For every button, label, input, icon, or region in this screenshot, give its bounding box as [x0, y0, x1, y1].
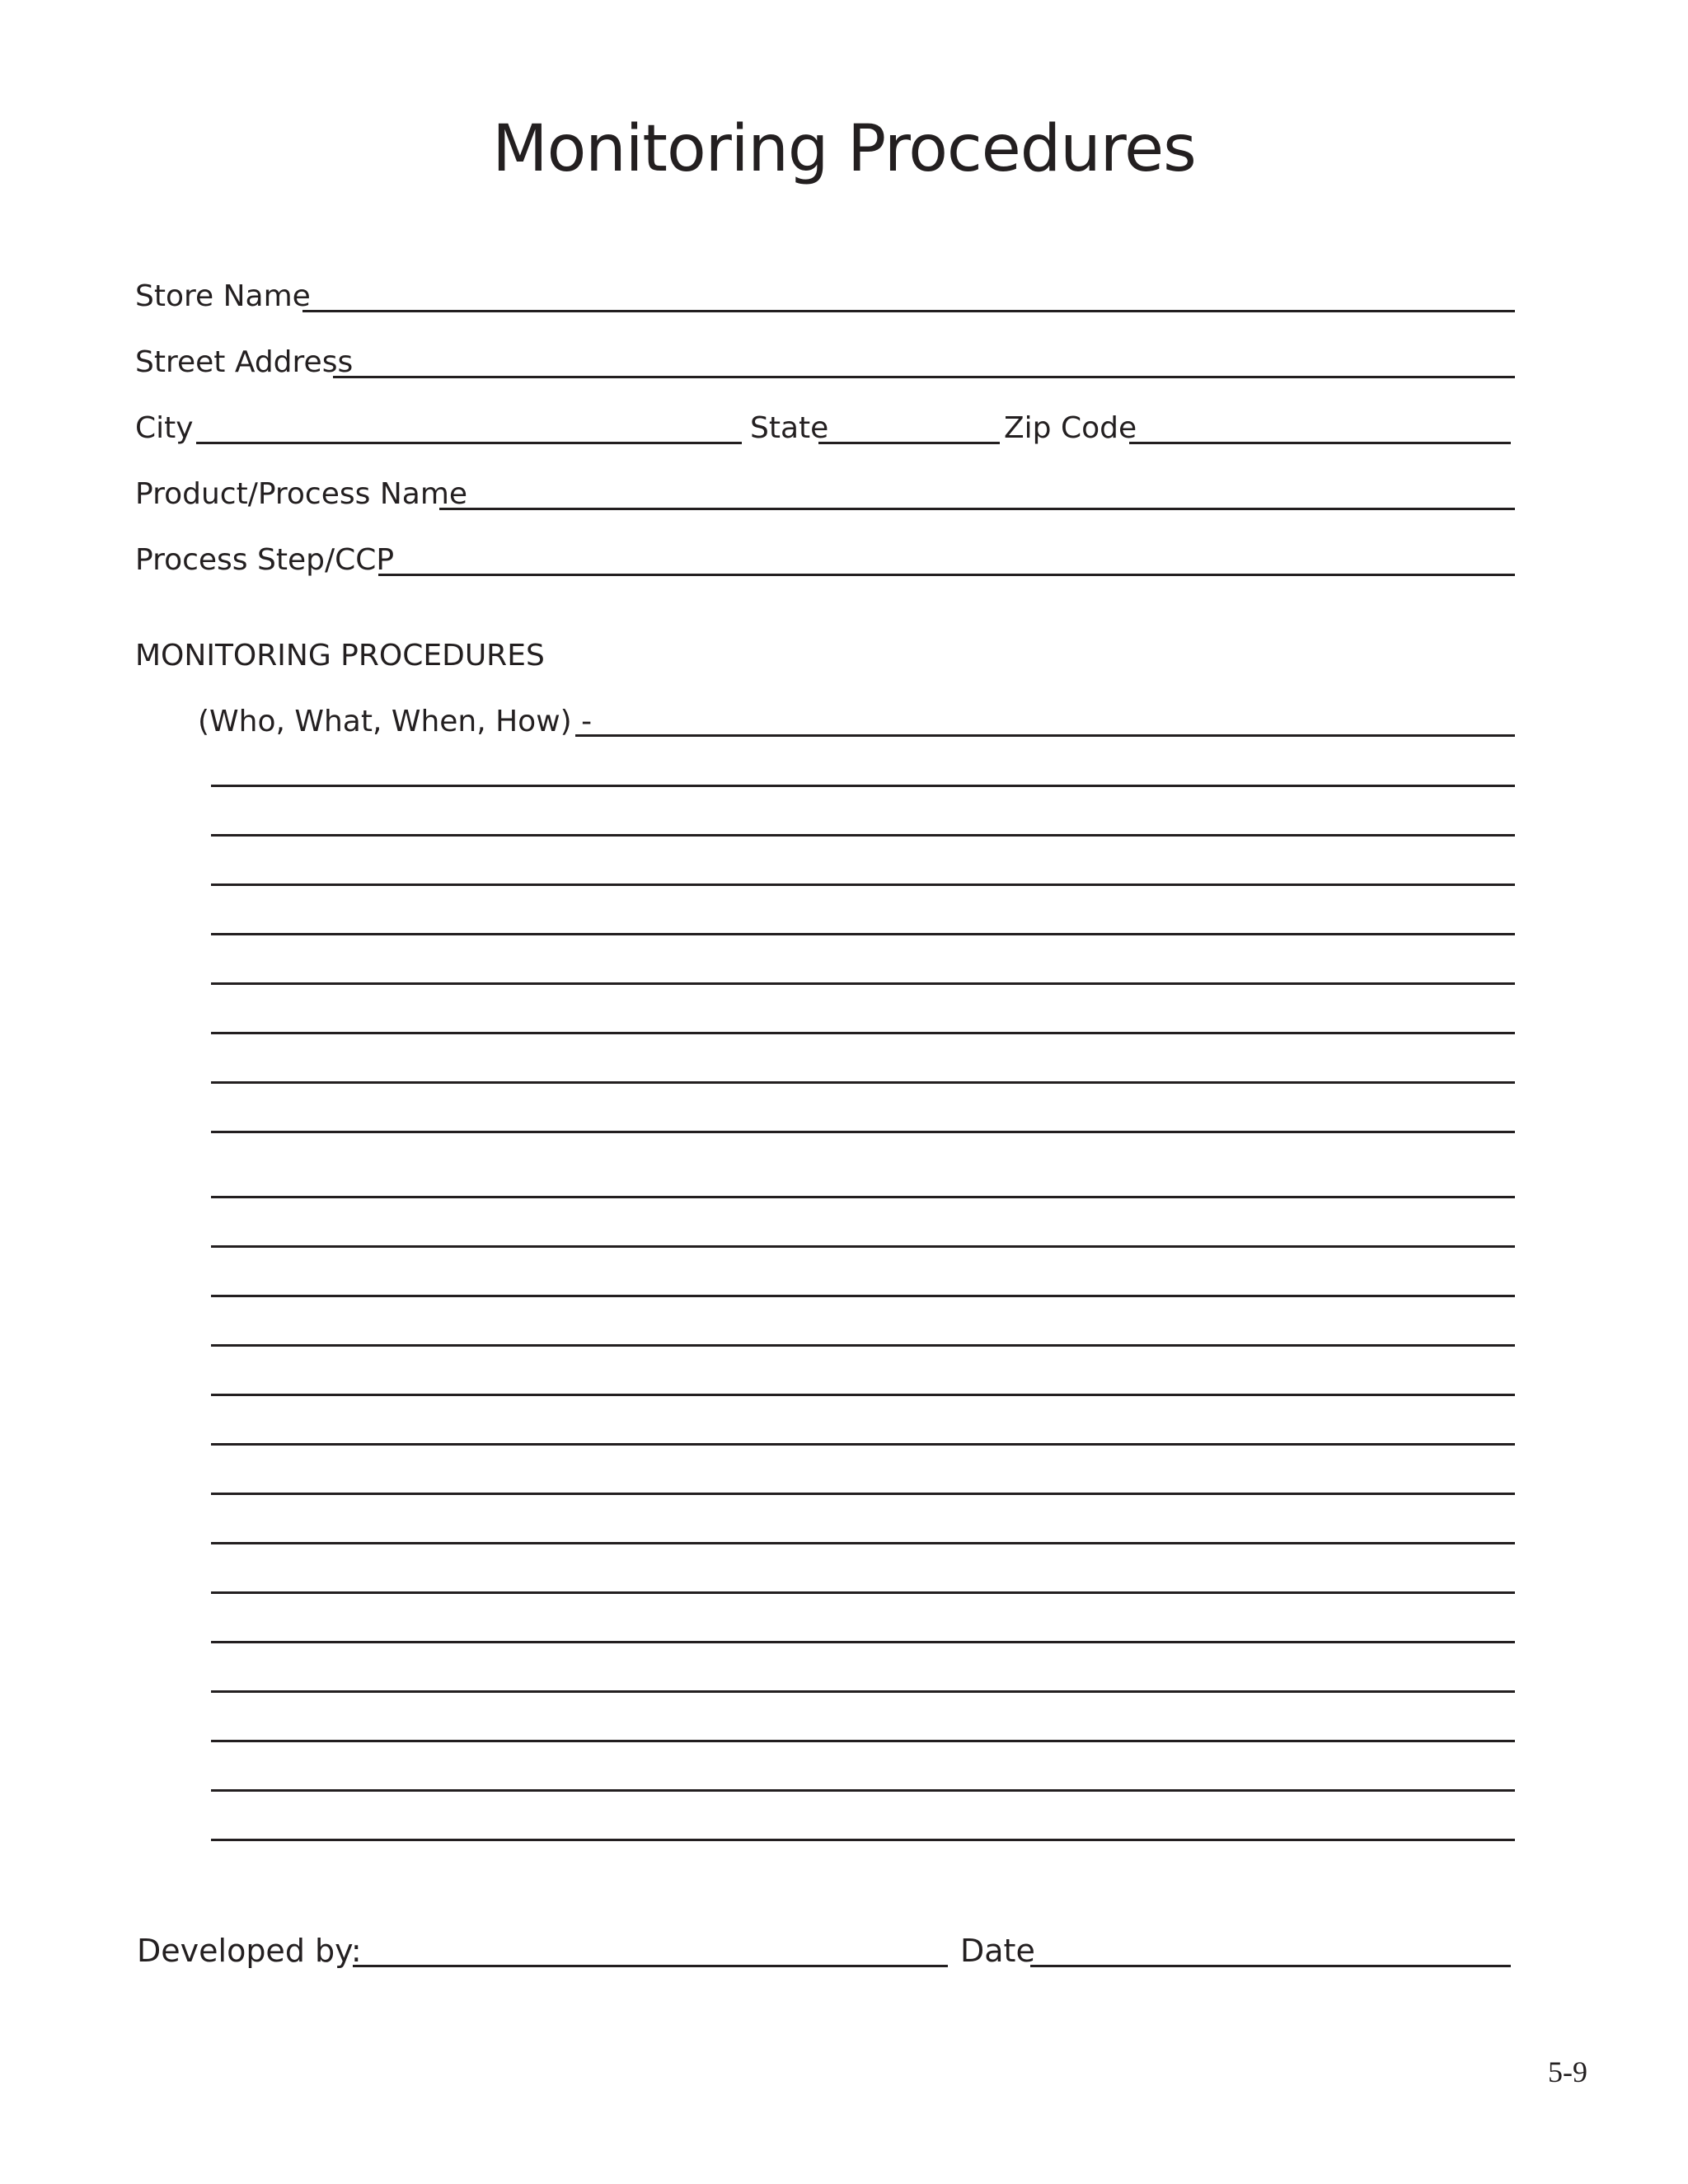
procedure-line[interactable]: [211, 785, 1515, 787]
developed-by-label: Developed by:: [137, 1933, 362, 1969]
procedure-line[interactable]: [211, 1394, 1515, 1396]
street-address-label: Street Address: [135, 345, 354, 379]
procedure-line[interactable]: [211, 1443, 1515, 1446]
procedure-line[interactable]: [211, 933, 1515, 935]
procedure-line[interactable]: [211, 1295, 1515, 1297]
developed-by-field[interactable]: [353, 1965, 948, 1967]
store-name-field[interactable]: [302, 310, 1515, 312]
product-process-name-label: Product/Process Name: [135, 477, 468, 511]
page-number: 5-9: [1548, 2055, 1587, 2088]
date-label: Date: [960, 1933, 1035, 1969]
procedure-line[interactable]: [211, 1740, 1515, 1742]
state-field[interactable]: [818, 442, 1000, 444]
procedure-line[interactable]: [211, 1081, 1515, 1084]
procedure-line[interactable]: [211, 1690, 1515, 1693]
state-label: State: [750, 411, 829, 445]
procedure-line[interactable]: [211, 1245, 1515, 1248]
process-step-ccp-field[interactable]: [378, 574, 1515, 576]
procedure-line[interactable]: [575, 734, 1515, 737]
procedure-line[interactable]: [211, 834, 1515, 837]
product-process-name-field[interactable]: [439, 508, 1515, 510]
procedure-line[interactable]: [211, 1032, 1515, 1034]
store-name-label: Store Name: [135, 279, 311, 313]
zip-code-label: Zip Code: [1004, 411, 1137, 445]
monitoring-procedures-heading: MONITORING PROCEDURES: [135, 639, 545, 673]
procedure-line[interactable]: [211, 1789, 1515, 1792]
street-address-field[interactable]: [333, 376, 1515, 378]
procedure-line[interactable]: [211, 1591, 1515, 1594]
procedure-line[interactable]: [211, 883, 1515, 886]
procedure-line[interactable]: [211, 1641, 1515, 1643]
process-step-ccp-label: Process Step/CCP: [135, 543, 395, 577]
procedure-line[interactable]: [211, 982, 1515, 985]
date-field[interactable]: [1030, 1965, 1511, 1967]
city-field[interactable]: [196, 442, 742, 444]
page-title: Monitoring Procedures: [492, 112, 1196, 186]
procedure-line[interactable]: [211, 1131, 1515, 1133]
procedure-line[interactable]: [211, 1839, 1515, 1841]
zip-code-field[interactable]: [1129, 442, 1511, 444]
procedure-line[interactable]: [211, 1196, 1515, 1198]
procedure-line[interactable]: [211, 1493, 1515, 1495]
procedure-line[interactable]: [211, 1542, 1515, 1544]
procedure-line[interactable]: [211, 1344, 1515, 1347]
who-what-when-how-prompt: (Who, What, When, How) -: [198, 705, 593, 738]
city-label: City: [135, 411, 194, 445]
